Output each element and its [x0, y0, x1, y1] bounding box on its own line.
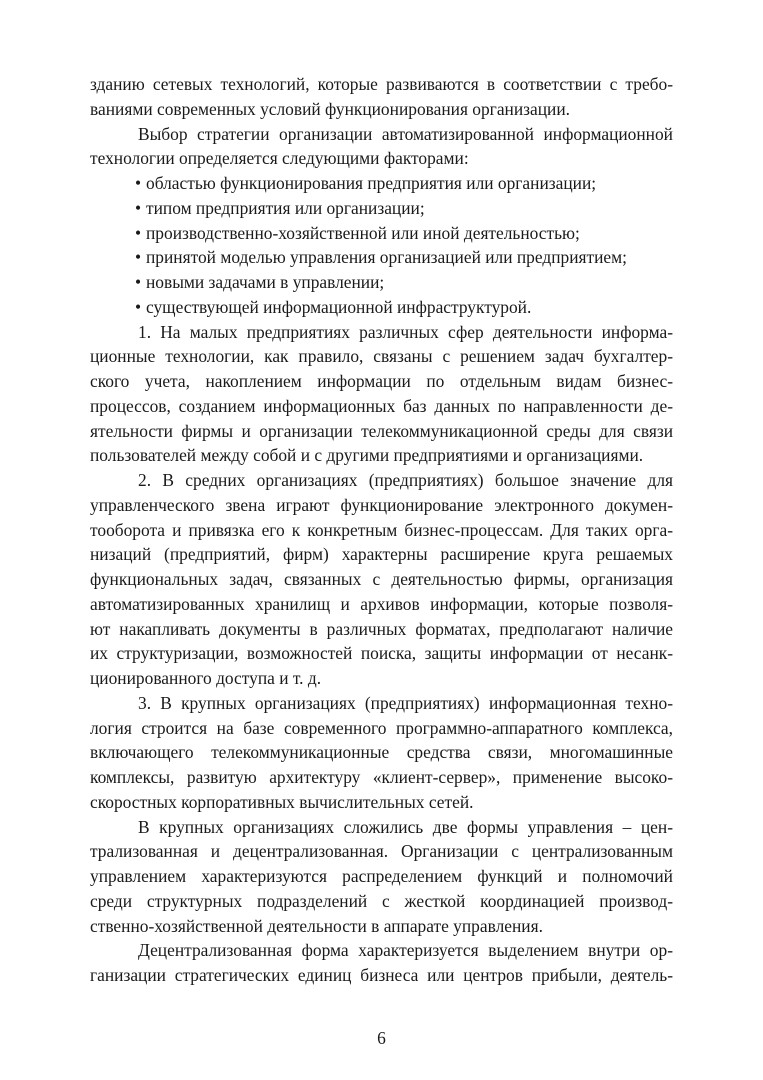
- text-line: Децентрализованная форма характеризуется выделением внутри ор-: [138, 940, 673, 961]
- list-item: [90, 221, 673, 246]
- paragraph-medium-organizations: [90, 468, 673, 691]
- page-number: 6: [377, 1028, 386, 1048]
- paragraph-decentralized-form: [90, 938, 673, 988]
- text-line: скоростных корпоративных вычислительных сетей.: [90, 791, 474, 812]
- list-item-text: типом предприятия или организации;: [146, 197, 425, 218]
- text-line: ятельности фирмы и организации телекоммуникационной среды для связи: [90, 420, 673, 441]
- factors-list: [90, 171, 673, 320]
- text-line: ционные технологии, как правило, связаны с решением задач бухгалтер-: [90, 346, 673, 367]
- text-line: зданию сетевых технологий, которые развиваются в соответствии с требо-: [90, 74, 673, 94]
- list-item-text: областью функционирования предприятия или организации;: [146, 173, 597, 193]
- text-line: технологии определяется следующими факторами:: [90, 148, 469, 169]
- text-line: пользователей между собой и с другими предприятиями и организациями.: [90, 445, 644, 466]
- bullet-icon: •: [135, 296, 142, 317]
- bullet-icon: •: [135, 272, 142, 292]
- paragraph: [90, 72, 673, 122]
- text-line: управленческого звена играют функционирование электронного докумен-: [90, 494, 673, 515]
- text-line: тооборота и привязка его к конкретным бизнес-процессам. Для таких орга-: [90, 519, 673, 540]
- text-line: управлением характеризуются распределением функций и полномочий: [90, 866, 673, 886]
- list-item: [90, 295, 673, 320]
- text-line: Выбор стратегии организации автоматизированной информационной: [138, 123, 673, 144]
- list-item-text: производственно-хозяйственной или иной деятельностью;: [146, 222, 580, 243]
- bullet-icon: •: [135, 197, 142, 218]
- text-line: включающего телекоммуникационные средства связи, многомашинные: [90, 742, 673, 763]
- text-line: трализованная и децентрализованная. Организации с централизованным: [90, 841, 673, 862]
- bullet-icon: •: [135, 247, 142, 268]
- text-line: В крупных организациях сложились две формы управления – цен-: [138, 816, 673, 837]
- text-line: 2. В средних организациях (предприятиях) большое значение для: [138, 470, 673, 490]
- text-line: их структуризации, возможностей поиска, защиты информации от несанк-: [90, 643, 673, 664]
- list-item-text: принятой моделью управления организацией или предприятием;: [146, 247, 627, 268]
- bullet-icon: •: [135, 222, 142, 243]
- text-line: ганизации стратегических единиц бизнеса или центров прибыли, деятель-: [90, 965, 673, 985]
- list-item: [90, 171, 673, 196]
- list-item: [90, 196, 673, 221]
- text-line: 1. На малых предприятиях различных сфер деятельности информа-: [138, 321, 673, 342]
- list-item: [90, 270, 673, 295]
- text-line: ского учета, накоплением информации по отдельным видам бизнес-: [90, 371, 673, 391]
- page-body: [90, 72, 673, 988]
- list-item-text: новыми задачами в управлении;: [146, 272, 385, 292]
- paragraph-small-enterprises: [90, 320, 673, 469]
- text-line: ционированного доступа и т. д.: [90, 668, 322, 688]
- paragraph-management-forms: [90, 815, 673, 939]
- text-line: комплексы, развитую архитектуру «клиент-сервер», применение высоко-: [90, 767, 673, 787]
- bullet-icon: •: [135, 173, 142, 193]
- text-line: логия строится на базе современного программно-аппаратного комплекса,: [90, 717, 673, 738]
- text-line: ственно-хозяйственной деятельности в аппарате управления.: [90, 915, 543, 936]
- paragraph-large-organizations: [90, 691, 673, 815]
- text-line: 3. В крупных организациях (предприятиях) информационная техно-: [138, 692, 673, 713]
- text-line: процессов, созданием информационных баз данных по направленности де-: [90, 395, 673, 416]
- text-line: функциональных задач, связанных с деятельностью фирмы, организация: [90, 569, 673, 589]
- text-line: ют накапливать документы в различных форматах, предполагают наличие: [90, 618, 673, 639]
- text-line: автоматизированных хранилищ и архивов информации, которые позволя-: [90, 593, 673, 614]
- text-line: ваниями современных условий функционирования организации.: [90, 98, 571, 119]
- list-item-text: существующей информационной инфраструктурой.: [146, 296, 532, 317]
- text-line: среди структурных подразделений с жесткой координацией производ-: [90, 890, 673, 911]
- paragraph: [90, 122, 673, 172]
- text-line: низаций (предприятий, фирм) характерны расширение круга решаемых: [90, 544, 673, 565]
- list-item: [90, 245, 673, 270]
